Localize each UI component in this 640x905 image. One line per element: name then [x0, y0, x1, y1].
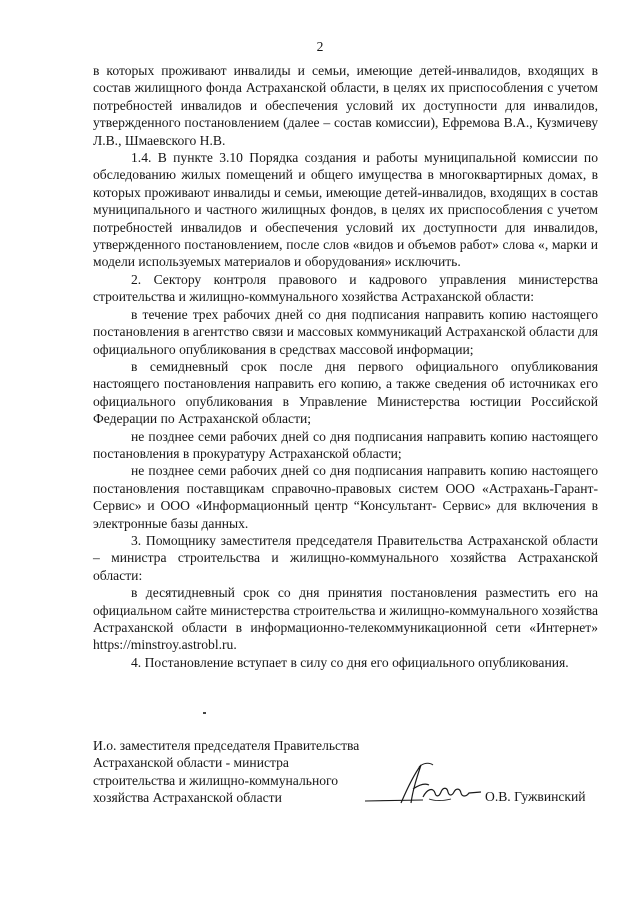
signer-title-line-3: строительства и жилищно-коммунального	[93, 772, 339, 788]
signature-block	[93, 737, 603, 807]
signer-title-line-1: И.о. заместителя председателя Правительства	[93, 738, 360, 753]
paragraph-2: 2. Сектору контроля правового и кадрового управления министерства строительства и жилищно-коммунального хозяйства Астраханской области:	[93, 271, 598, 305]
paragraph-2-item-1: в течение трех рабочих дней со дня подписания направить копию настоящего постановления в агентство связи и массовых коммуникаций Астраханской области для официального опубликования в средствах массовой информации;	[93, 306, 598, 357]
paragraph-commission-members: в которых проживают инвалиды и семьи, имеющие детей-инвалидов, входящих в состав жилищного фонда Астраханской области, в целях их приспособления с учетом потребностей инвалидов и обеспечения условий их доступности для инвалидов, утвержденного постановлением (далее – состав комиссии), Ефремова В.А., Кузмичеву Л.В., Шмаевского Н.В.	[93, 63, 598, 148]
paragraph-4: 4. Постановление вступает в силу со дня его официального опубликования.	[131, 654, 569, 670]
signer-title-line-2: Астраханской области - министра	[93, 755, 289, 771]
paragraph-1-4: 1.4. В пункте 3.10 Порядка создания и работы муниципальной комиссии по обследованию жилых помещений и общего имущества в многоквартирных домах, в которых проживают инвалиды и семьи, имеющие детей-инвалидов, входящих в состав муниципального и частного жилищных фондов, в целях их приспособления с учетом потребностей инвалидов и обеспечения условий их доступности для инвалидов, утвержденного постановлением, после слов «видов и объемов работ» слова «, марки и модели используемых материалов и оборудования» исключить.	[93, 150, 598, 270]
document-body	[93, 62, 598, 671]
paragraph-2-item-3: не позднее семи рабочих дней со дня подписания направить копию настоящего постановления в прокуратуру Астраханской области;	[93, 428, 598, 461]
page-number: 2	[316, 39, 324, 54]
paragraph-3-item-1: в десятидневный срок со дня принятия постановления разместить его на официальном сайте министерства строительства и жилищно-коммунального хозяйства Астраханской области в информационно-телекоммуникационной сети «Интернет» https://minstroy.astrobl.ru.	[93, 585, 598, 653]
signer-title-line-4: хозяйства Астраханской области	[93, 790, 282, 806]
handwritten-signature	[363, 759, 488, 809]
scan-dot	[203, 712, 206, 714]
paragraph-3: 3. Помощнику заместителя председателя Правительства Астраханской области – министра строительства и жилищно-коммунального хозяйства Астраханской области:	[93, 532, 598, 583]
paragraph-2-item-4: не позднее семи рабочих дней со дня подписания направить копию настоящего постановления поставщикам справочно-правовых систем ООО «Астрахань-Гарант-Сервис» и ООО «Информационный центр “Консультант- Сервис» для включения в электронные базы данных.	[93, 463, 598, 531]
paragraph-2-item-2: в семидневный срок после дня первого официального опубликования настоящего постановления направить его копию, а также сведения об источниках его официального опубликования в Управление Министерства юстиции Российской Федерации по Астраханской области;	[93, 358, 598, 427]
signer-name: О.В. Гужвинский	[485, 789, 586, 804]
